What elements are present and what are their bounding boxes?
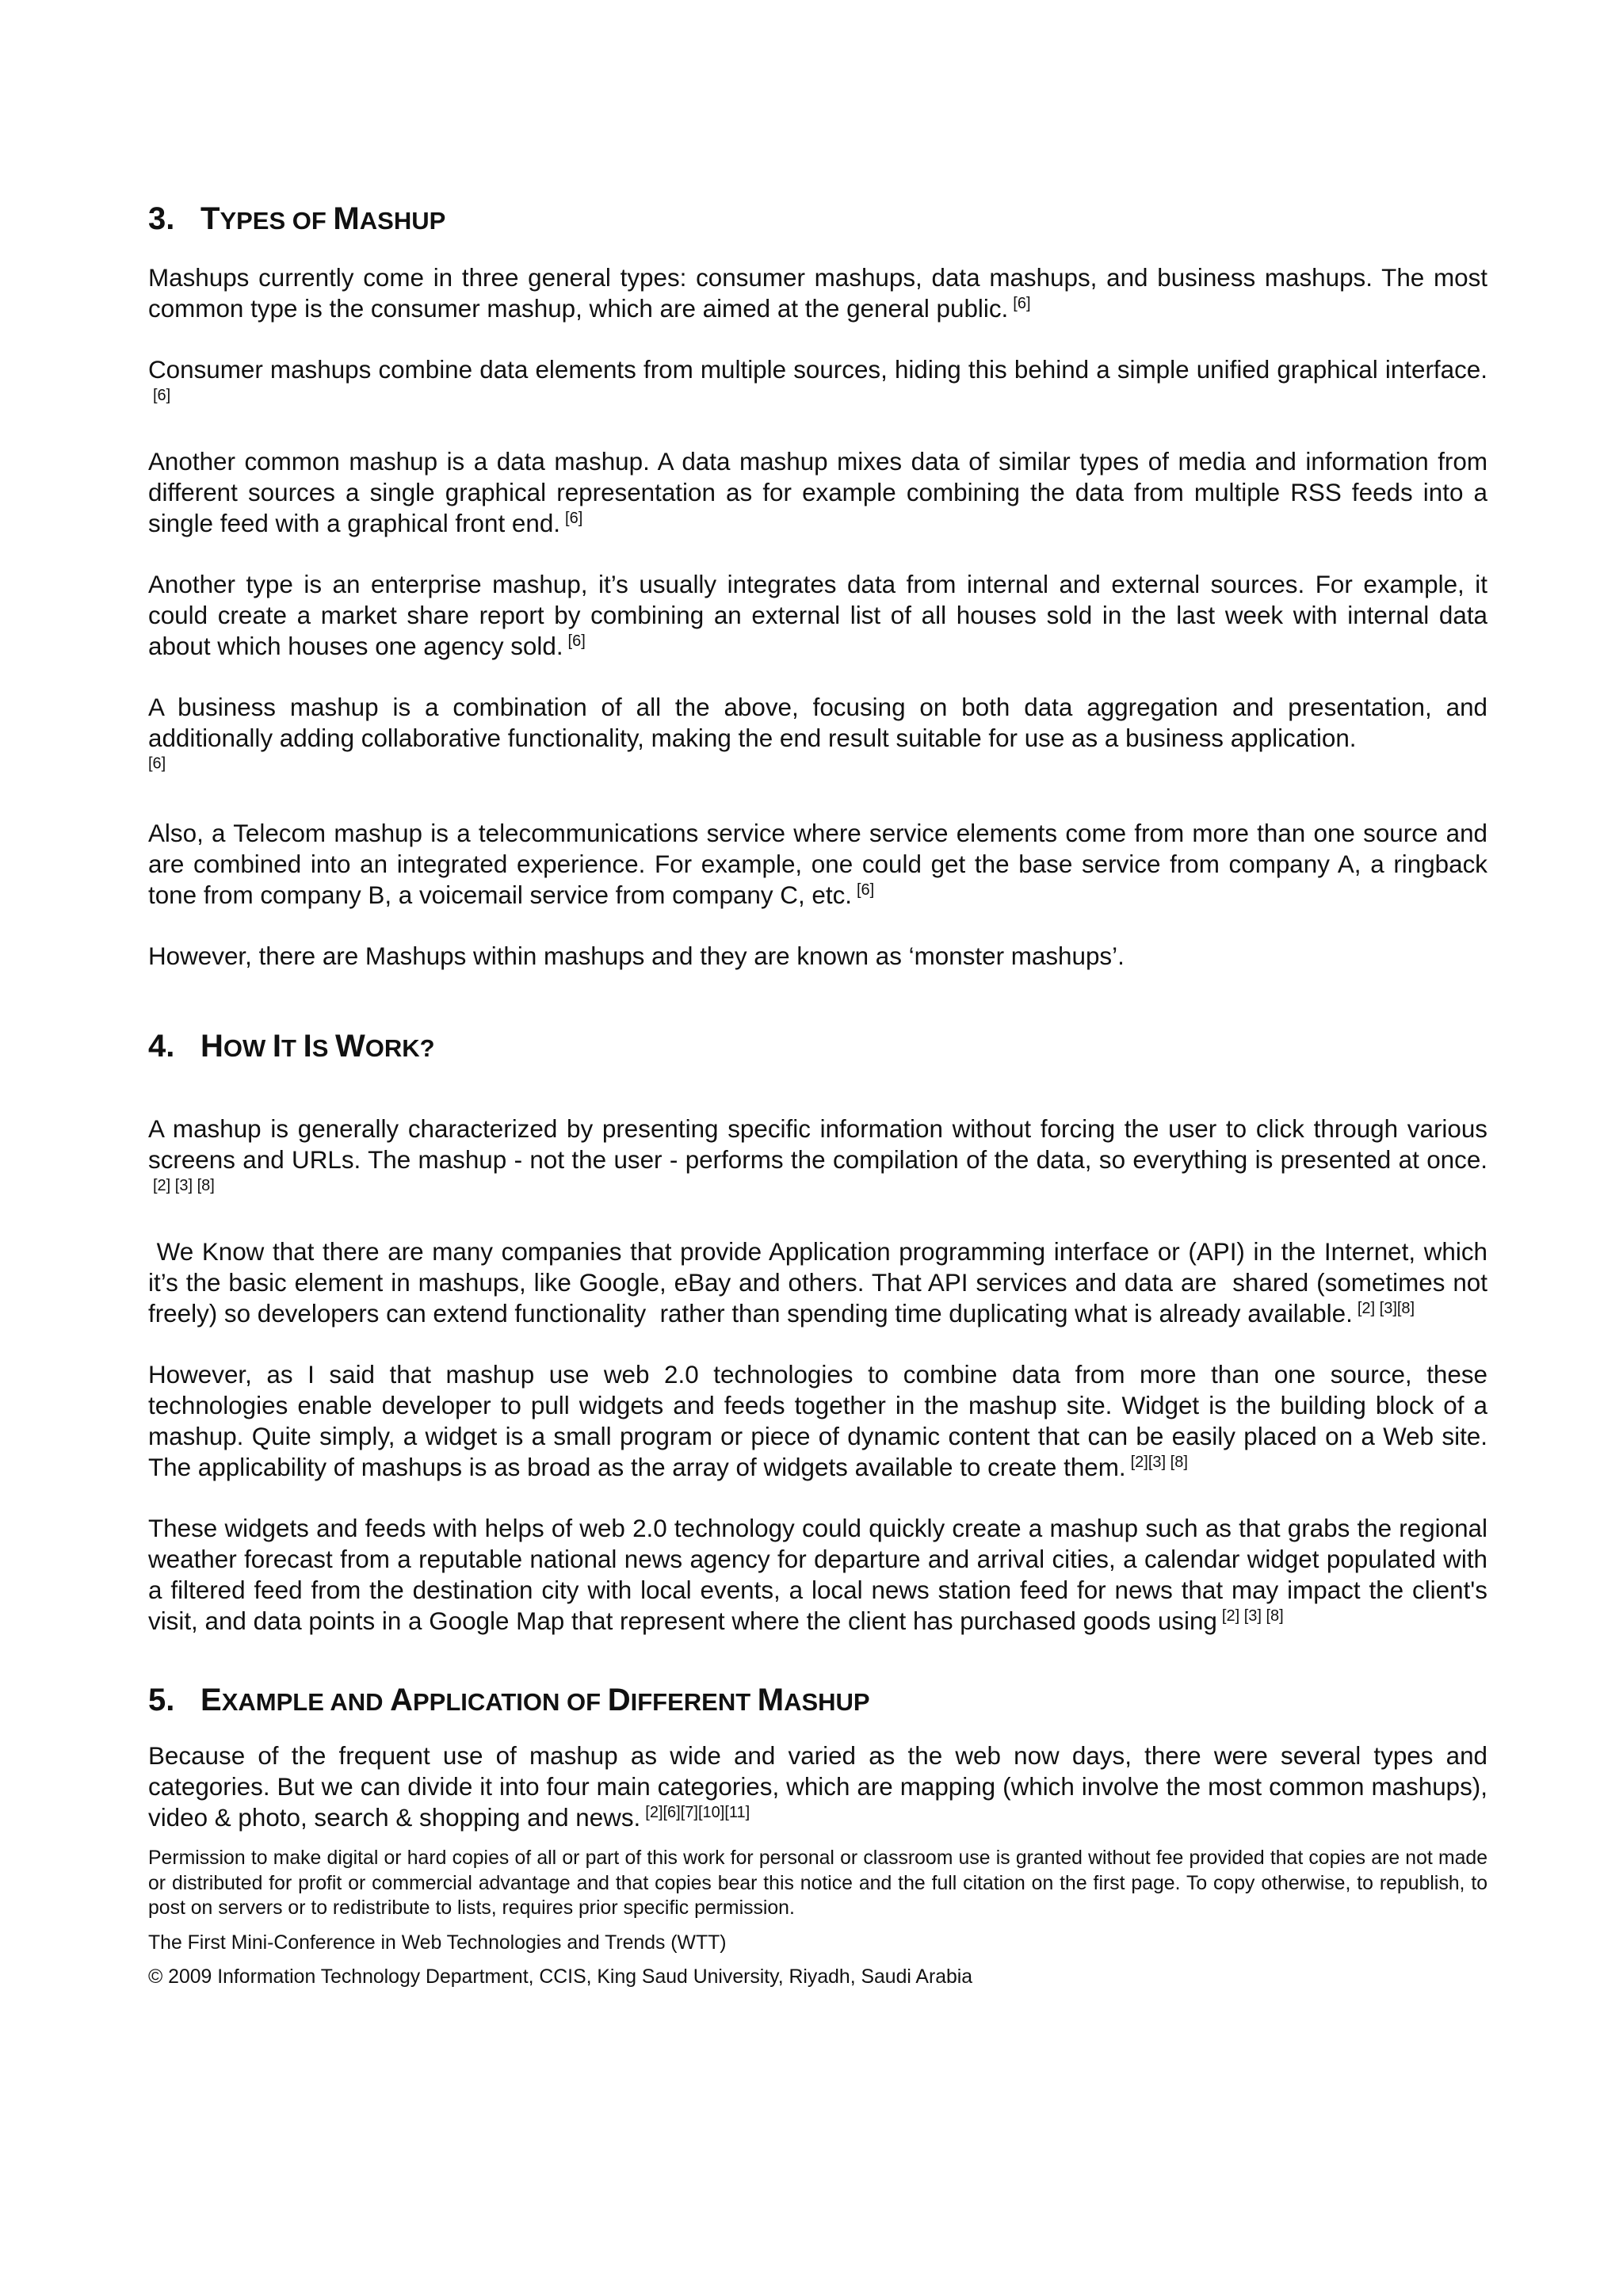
title-part: ORK? (365, 1034, 435, 1062)
title-part: XAMPLE AND (221, 1688, 391, 1716)
title-part: D (607, 1683, 631, 1717)
title-part: M (333, 201, 360, 236)
conference-name: The First Mini-Conference in Web Technologies and Trends (WTT) (148, 1931, 727, 1954)
title-part: T (200, 201, 220, 236)
title-part: A (390, 1683, 413, 1717)
section-5-title (200, 1681, 870, 1721)
title-part: E (200, 1683, 222, 1717)
paragraph (148, 692, 1487, 785)
copyright-line: © 2009 Information Technology Department, CCIS, King Saud University, Riyadh, Saudi Arabia (148, 1966, 973, 1988)
citation: [2][3] [8] (1130, 1453, 1188, 1471)
paragraph (148, 1359, 1487, 1483)
paragraph-text: Because of the frequent use of mashup as wide and varied as the web now days, there were several types and categories. But we can divide it into four main categories, which are mapping (which involve the most common mashups), video & photo, search & shopping and news. (148, 1742, 1487, 1832)
section-5-number: 5. (148, 1683, 175, 1717)
title-part: W (335, 1029, 365, 1064)
title-part: PPLICATION OF (413, 1688, 608, 1716)
paragraph (148, 354, 1487, 416)
title-part: H (200, 1029, 223, 1064)
paragraph-text: A mashup is generally characterized by presenting specific information without forcing the user to click through various screens and URLs. The mashup - not the user - performs the compilation of the data, so everything is presented at once. (148, 1115, 1487, 1174)
title-part: T (281, 1034, 304, 1062)
paragraph-text: Another common mashup is a data mashup. A data mashup mixes data of similar types of media and information from different sources a single graphical representation as for example combining the data from multiple RSS feeds into a single feed with a graphical front end. (148, 448, 1487, 537)
paragraph (148, 1513, 1487, 1637)
paragraph-text: However, there are Mashups within mashups and they are known as ‘monster mashups’. (148, 942, 1125, 970)
paragraph (148, 1236, 1495, 1329)
section-4-number: 4. (148, 1029, 175, 1064)
title-part: YPES OF (220, 207, 334, 235)
citation: [6] (565, 509, 583, 527)
title-part: ASHUP (784, 1688, 870, 1716)
citation: [2] [3][8] (1357, 1299, 1415, 1317)
section-5-heading (148, 1681, 1487, 1721)
paragraph (148, 818, 1487, 911)
paper-page (148, 200, 1495, 1990)
paragraph (148, 569, 1487, 662)
section-3-heading (148, 200, 1487, 240)
paragraph (148, 941, 1487, 972)
paragraph (148, 1114, 1487, 1206)
paragraph-text: Consumer mashups combine data elements from multiple sources, hiding this behind a simple unified graphical interface. (148, 356, 1487, 384)
section-4-heading (148, 1027, 1487, 1068)
title-part: IFFERENT (630, 1688, 758, 1716)
paragraph (148, 262, 1487, 324)
citation: [2] [3] [8] (1221, 1606, 1284, 1625)
citation: [2][6][7][10][11] (645, 1803, 750, 1821)
citation: [6] (856, 881, 875, 899)
section-4-title (200, 1027, 435, 1068)
title-part: M (757, 1683, 785, 1717)
title-part: I (303, 1029, 312, 1064)
section-3-number: 3. (148, 201, 175, 236)
paragraph (148, 1740, 1487, 1833)
title-part: I (272, 1029, 282, 1064)
paragraph-text: A business mashup is a combination of all the above, focusing on both data aggregation and presentation, and additionally adding collaborative functionality, making the end result suitable for use as a business application. (148, 693, 1487, 752)
paragraph-text: We Know that there are many companies that provide Application programming interface or (API) in the Internet, which it’s the basic element in mashups, like Google, eBay and others. That API services and data are shared (sometimes not freely) so developers can extend functionality rather than spending time duplicating what is already available. (148, 1238, 1495, 1328)
paragraph-text: However, as I said that mashup use web 2.0 technologies to combine data from more than one source, these technologies enable developer to pull widgets and feeds together in the mashup site. Widget is the building block of a mashup. Quite simply, a widget is a small program or piece of dynamic content that can be easily placed on a Web site. The applicability of mashups is as broad as the array of widgets available to create them. (148, 1361, 1487, 1481)
permission-notice: Permission to make digital or hard copies of all or part of this work for personal or classroom use is granted without fee provided that copies are not made or distributed for profit or commercial advantage and that copies bear this notice and the full citation on the first page. To copy otherwise, to republish, to post on servers or to redistribute to lists, requires prior specific permission. (148, 1847, 1487, 1919)
copyright-footer (148, 1846, 1487, 1990)
title-part: OW (223, 1034, 273, 1062)
title-part: ASHUP (359, 207, 446, 235)
citation: [6] (153, 386, 171, 404)
paragraph-text: Another type is an enterprise mashup, it’s usually integrates data from internal and external sources. For example, it could create a market share report by combining an external list of all houses sold in the last week with internal data about which houses one agency sold. (148, 571, 1487, 660)
citation: [2] [3] [8] (153, 1176, 215, 1194)
citation: [6] (148, 755, 166, 773)
citation: [6] (1013, 294, 1031, 312)
paragraph-text: Also, a Telecom mashup is a telecommunications service where service elements come from more than one source and are combined into an integrated experience. For example, one could get the base service from company A, a ringback tone from company B, a voicemail service from company C, etc. (148, 819, 1487, 909)
citation: [6] (567, 632, 586, 650)
paragraph-text: Mashups currently come in three general types: consumer mashups, data mashups, and business mashups. The most common type is the consumer mashup, which are aimed at the general public. (148, 264, 1487, 323)
paragraph-text: These widgets and feeds with helps of web 2.0 technology could quickly create a mashup such as that grabs the regional weather forecast from a reputable national news agency for departure and arrival cities, a calendar widget populated with a filtered feed from the destination city with local events, a local news station feed for news that may impact the client's visit, and data points in a Google Map that represent where the client has purchased goods using (148, 1515, 1487, 1635)
section-3-title (200, 200, 445, 240)
paragraph (148, 446, 1487, 539)
title-part: S (311, 1034, 335, 1062)
